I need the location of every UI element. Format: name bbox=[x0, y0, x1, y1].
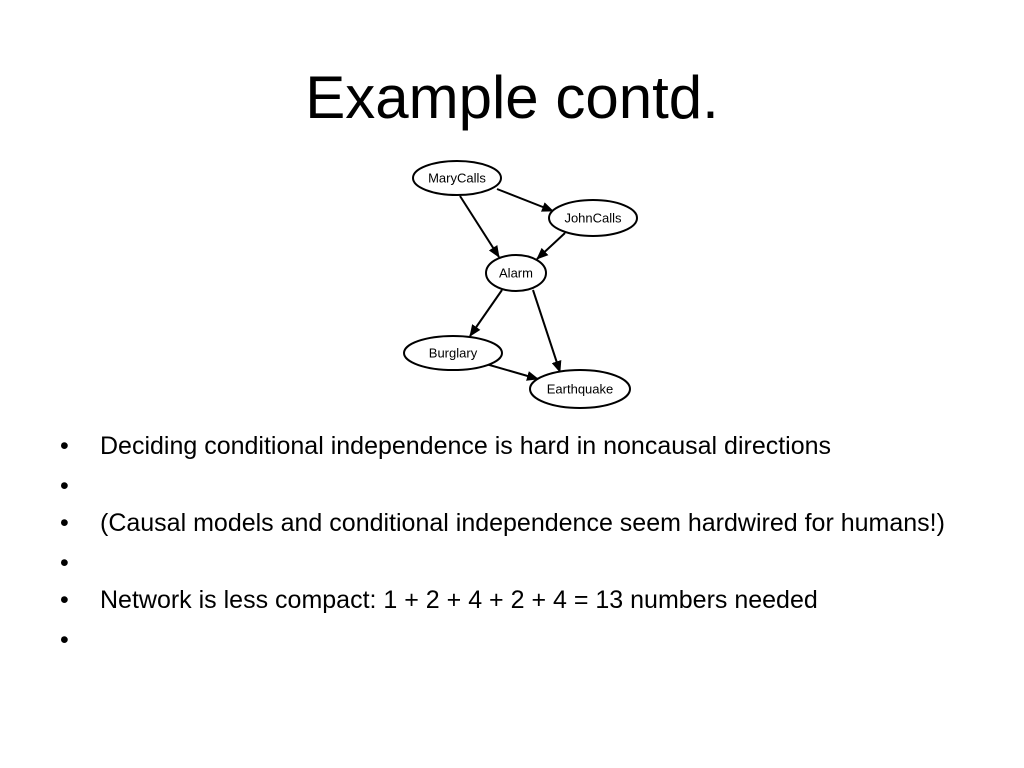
edge-marycalls-alarm bbox=[460, 196, 499, 257]
bullet-text: Network is less compact: 1 + 2 + 4 + 2 + 4 = 13 numbers needed bbox=[100, 586, 818, 614]
edge-burglary-earthquake bbox=[486, 364, 538, 379]
node-burglary bbox=[404, 336, 502, 370]
node-burglary-label: Burglary bbox=[428, 345, 478, 361]
bullet-symbol: • bbox=[60, 626, 69, 654]
bullet-item-empty bbox=[60, 624, 960, 657]
node-johncalls bbox=[549, 200, 637, 236]
bullet-symbol: • bbox=[60, 586, 69, 614]
node-johncalls-label: JohnCalls bbox=[564, 210, 622, 226]
node-earthquake bbox=[530, 370, 630, 408]
bullet-symbol: • bbox=[60, 472, 69, 500]
bullet-text: (Causal models and conditional independence seem hardwired for humans!) bbox=[100, 509, 945, 537]
node-alarm bbox=[486, 255, 546, 291]
bullet-item bbox=[60, 584, 960, 617]
bullet-symbol: • bbox=[60, 432, 69, 460]
edge-marycalls-johncalls bbox=[497, 189, 553, 211]
slide-title: Example contd. bbox=[305, 64, 719, 131]
edge-alarm-burglary bbox=[470, 290, 502, 336]
bullet-symbol: • bbox=[60, 509, 69, 537]
bullet-item bbox=[60, 430, 960, 463]
node-earthquake-label: Earthquake bbox=[546, 381, 614, 397]
edge-alarm-earthquake bbox=[533, 290, 560, 372]
bullet-symbol: • bbox=[60, 549, 69, 577]
bullet-item-empty bbox=[60, 547, 960, 580]
edge-johncalls-alarm bbox=[537, 233, 565, 259]
bullet-text: Deciding conditional independence is hard in noncausal directions bbox=[100, 432, 832, 460]
node-marycalls-label: MaryCalls bbox=[428, 170, 486, 186]
node-marycalls bbox=[413, 161, 501, 195]
bullet-item-empty bbox=[60, 470, 960, 503]
bullet-list bbox=[60, 430, 960, 661]
bullet-item bbox=[60, 507, 960, 540]
node-alarm-label: Alarm bbox=[499, 265, 533, 281]
